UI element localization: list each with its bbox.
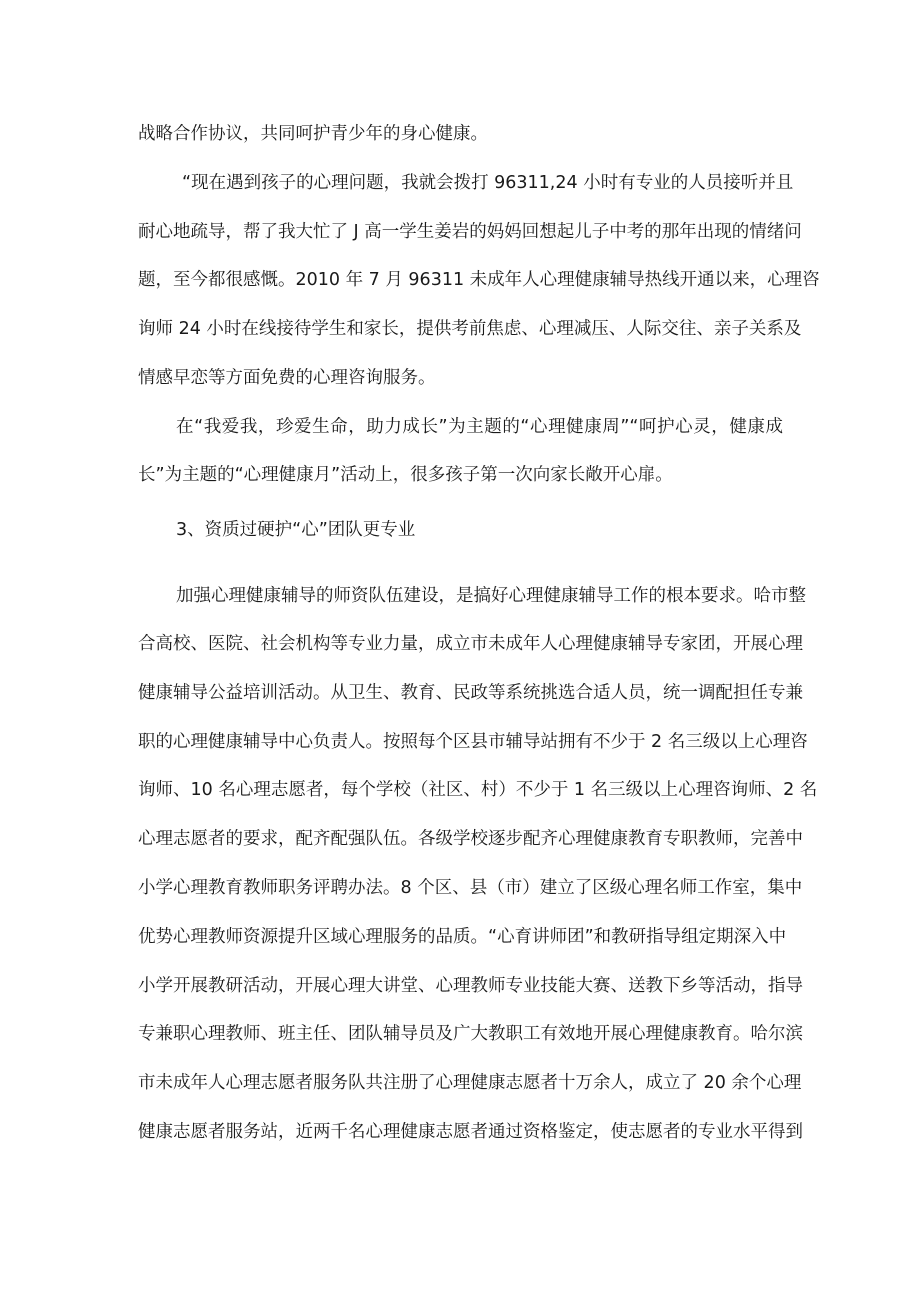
text-line: 情感早恋等方面免费的心理咨询服务。: [138, 368, 436, 388]
text-line: 优势心理教师资源提升区域心理服务的品质。“心育讲师团”和教研指导组定期深入中: [138, 927, 787, 947]
section-heading: 3、资质过硬护“心”团队更专业: [176, 520, 416, 540]
text-line: 健康辅导公益培训活动。从卫生、教育、民政等系统挑选合适人员，统一调配担任专兼: [138, 683, 803, 703]
text-line: 小学开展教研活动，开展心理大讲堂、心理教师专业技能大赛、送教下乡等活动，指导: [138, 976, 803, 996]
text-line: 专兼职心理教师、班主任、团队辅导员及广大教职工有效地开展心理健康教育。哈尔滨: [138, 1024, 803, 1044]
text-line: 询师、10 名心理志愿者，每个学校（社区、村）不少于 1 名三级以上心理咨询师、2 名: [138, 780, 818, 800]
text-line: 加强心理健康辅导的师资队伍建设，是搞好心理健康辅导工作的根本要求。哈市整: [176, 586, 806, 606]
text-line: 耐心地疏导，帮了我大忙了 J 高一学生姜岩的妈妈回想起儿子中考的那年出现的情绪问: [138, 222, 802, 242]
text-line: “现在遇到孩子的心理问题，我就会拨打 96311,24 小时有专业的人员接听并且: [182, 173, 794, 193]
text-line: 健康志愿者服务站，近两千名心理健康志愿者通过资格鉴定，使志愿者的专业水平得到: [138, 1122, 803, 1142]
text-line: 市未成年人心理志愿者服务队共注册了心理健康志愿者十万余人，成立了 20 余个心理: [138, 1073, 802, 1093]
text-line: 战略合作协议，共同呵护青少年的身心健康。: [138, 124, 488, 144]
text-line: 职的心理健康辅导中心负责人。按照每个区县市辅导站拥有不少于 2 名三级以上心理咨: [138, 732, 808, 752]
text-line: 询师 24 小时在线接待学生和家长，提供考前焦虑、心理减压、人际交往、亲子关系及: [138, 319, 802, 339]
text-line: 合高校、医院、社会机构等专业力量，成立市未成年人心理健康辅导专家团，开展心理: [138, 634, 803, 654]
text-line: 心理志愿者的要求，配齐配强队伍。各级学校逐步配齐心理健康教育专职教师，完善中: [138, 829, 803, 849]
text-line: 在“我爱我，珍爱生命，助力成长”为主题的“心理健康周”“呵护心灵，健康成: [176, 417, 783, 437]
text-line: 长”为主题的“心理健康月”活动上，很多孩子第一次向家长敞开心扉。: [138, 465, 673, 485]
text-line: 小学心理教育教师职务评聘办法。8 个区、县（市）建立了区级心理名师工作室，集中: [138, 878, 803, 898]
text-line: 题，至今都很感慨。2010 年 7 月 96311 未成年人心理健康辅导热线开通以来，心理咨: [138, 270, 820, 290]
